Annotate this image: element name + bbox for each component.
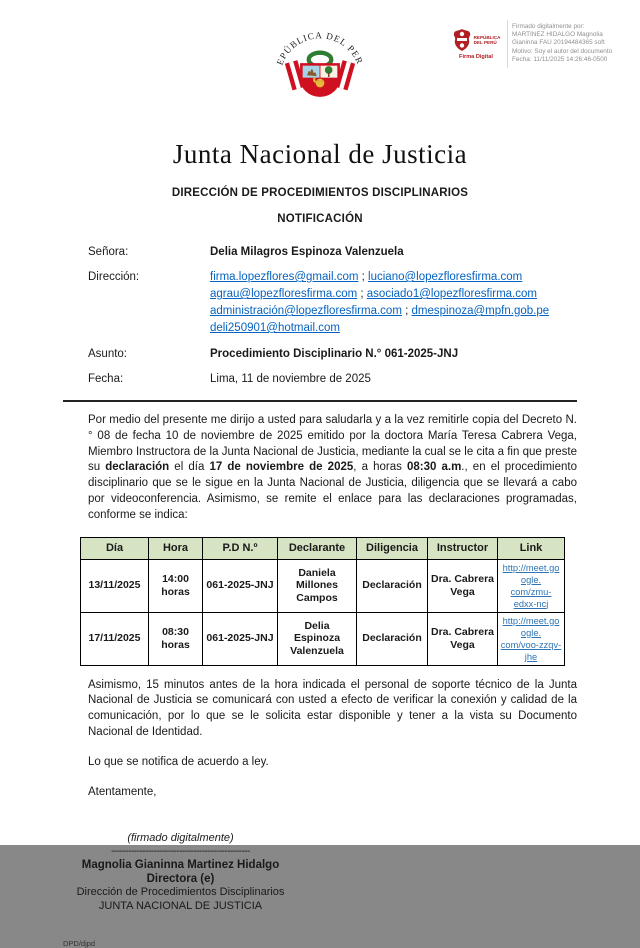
email-link[interactable]: deli250901@hotmail.com (210, 322, 340, 334)
stamp-text-block (507, 20, 635, 68)
peru-coat-of-arms-icon (268, 18, 372, 122)
direction-heading: DIRECCIÓN DE PROCEDIMIENTOS DISCIPLINARIOS (171, 187, 469, 199)
signer-role: Directora (e) (146, 872, 215, 885)
senora-label: Señora: (88, 246, 129, 258)
emphasis-text: 17 de noviembre de 2025 (209, 461, 354, 474)
emphasis-text: 08:30 a.m (406, 461, 462, 474)
email-link[interactable]: asociado1@lopezfloresfirma.com (366, 288, 537, 300)
digitally-signed-note: (firmado digitalmente) (127, 832, 234, 845)
column-header: Declarante (278, 537, 357, 559)
meeting-link[interactable] (500, 562, 562, 610)
body-paragraph-1 (88, 413, 577, 524)
table-cell: 14:00 horas (149, 559, 203, 612)
stamp-seal-block (445, 20, 507, 68)
stamp-line: Gianinna FAU 20194484365 soft (512, 39, 605, 47)
doc-type-heading: NOTIFICACIÓN (277, 213, 363, 225)
body-paragraph-3: Lo que se notifica de acuerdo a ley. (88, 755, 269, 768)
table-cell-link (498, 612, 565, 665)
fecha-value: Lima, 11 de noviembre de 2025 (210, 373, 371, 385)
email-link[interactable]: agrau@lopezfloresfirma.com (210, 288, 358, 300)
meeting-link-line: http://meet.google. (502, 615, 560, 638)
table-cell: 17/11/2025 (81, 612, 149, 665)
stamp-line: Motivo: Soy el autor del documento (512, 47, 613, 55)
meeting-link-line: com/zmu-edxx-ncj (510, 586, 552, 609)
email-link[interactable]: dmespinoza@mpfn.gob.pe (411, 305, 550, 317)
table-cell: Delia Espinoza Valenzuela (278, 612, 357, 665)
email-line (210, 303, 577, 320)
email-separator: ; (358, 271, 369, 283)
column-header: Día (81, 537, 149, 559)
horizontal-rule (63, 400, 577, 402)
emphasis-text: declaración (105, 461, 170, 474)
peru-seal-icon (452, 28, 472, 52)
fecha-label: Fecha: (88, 373, 124, 385)
table-cell: Dra. Cabrera Vega (428, 559, 498, 612)
column-header: Diligencia (357, 537, 428, 559)
email-separator: ; (357, 288, 367, 300)
table-cell: Declaración (357, 559, 428, 612)
column-header: P.D N.º (203, 537, 278, 559)
column-header: Link (498, 537, 565, 559)
fields-section (88, 244, 577, 387)
stamp-seal-text-line1: REPÚBLICA (473, 34, 501, 40)
body-text: , a horas (353, 461, 407, 474)
meeting-link-line: com/voo-zzqv-jhe (500, 639, 562, 662)
field-direccion (88, 269, 577, 337)
body-text: Por medio del presente me dirijo a usted para saludarla y a la vez remitirle copia del Decreto N.° 08 de fecha 10 de noviembre de 2025 emitido por la doctora María Teresa Cabrera Vega, Miembro Instructora de la Junta Nacional de Justicia, mediante la cual se le cita a fin que preste su (88, 414, 577, 474)
field-asunto (88, 346, 577, 362)
signer-org: JUNTA NACIONAL DE JUSTICIA (98, 899, 263, 912)
shield-icon (300, 63, 340, 97)
stamp-line: Fecha: 11/11/2025 14:26:46-0500 (512, 55, 608, 63)
signature-divider: ------------------------------------------------- (111, 846, 250, 858)
column-header: Hora (149, 537, 203, 559)
body-text: ., en el procedimiento disciplinario que se le sigue en la Junta Nacional de Justicia, diligencia que se llevará a cabo por videoconferencia. Asimismo, se remite el enlace para las declaraciones programadas, conforme se indica: (88, 461, 577, 521)
direccion-label: Dirección: (88, 271, 140, 283)
org-title: Junta Nacional de Justicia (172, 139, 468, 169)
signer-name: Magnolia Gianinna Martinez Hidalgo (81, 859, 280, 872)
email-line (210, 286, 577, 303)
coat-arc-text: EPÚBLICA DEL PER (274, 30, 366, 67)
table-cell: 13/11/2025 (81, 559, 149, 612)
schedule-table (80, 537, 565, 666)
closing-text: Atentamente, (88, 785, 157, 798)
table-cell-link (498, 559, 565, 612)
email-list (210, 269, 577, 337)
table-cell: Declaración (357, 612, 428, 665)
email-link[interactable]: firma.lopezflores@gmail.com (210, 271, 359, 283)
asunto-label: Asunto: (88, 348, 127, 360)
email-separator: ; (401, 305, 412, 317)
schedule-table-header-row (81, 537, 565, 559)
stamp-seal-text-line2: DEL PERÚ (473, 40, 497, 45)
stamp-caption: Firma Digital (459, 54, 493, 60)
digital-signature-stamp (445, 20, 635, 68)
email-line (210, 320, 577, 337)
email-line (210, 269, 577, 286)
table-row (81, 612, 565, 665)
signer-office: Dirección de Procedimientos Disciplinarios (76, 886, 285, 899)
meeting-link[interactable] (500, 615, 562, 663)
field-fecha (88, 371, 577, 387)
typist-initials: DPD/djpd (63, 939, 96, 948)
table-cell: 061-2025-JNJ (203, 612, 278, 665)
stamp-line: Firmado digitalmente por: (512, 23, 585, 30)
table-cell: 061-2025-JNJ (203, 559, 278, 612)
table-cell: 08:30 horas (149, 612, 203, 665)
email-link[interactable]: luciano@lopezfloresfirma.com (368, 271, 523, 283)
column-header: Instructor (428, 537, 498, 559)
body-text: el día (169, 461, 210, 474)
stamp-line: MARTINEZ HIDALGO Magnolia (512, 31, 603, 39)
peru-coat-of-arms (268, 18, 372, 127)
meeting-link-line: http://meet.google. (502, 562, 560, 585)
senora-value: Delia Milagros Espinoza Valenzuela (210, 246, 404, 258)
body-paragraph-2: Asimismo, 15 minutos antes de la hora indicada el personal de soporte técnico de la Junta Nacional de Justicia se comunicará con usted a efecto de verificar la conexión y calidad de la comunicación, por lo que se le solicita estar disponible y tener a la vista su Documento Nacional de Identidad. (88, 678, 577, 738)
svg-text:REPÚBLICA DEL PERÚ (268, 18, 365, 67)
asunto-value: Procedimiento Disciplinario N.° 061-2025-JNJ (210, 348, 459, 360)
field-senora (88, 244, 577, 260)
email-link[interactable]: administración@lopezfloresfirma.com (210, 305, 402, 317)
table-cell: Daniela Millones Campos (278, 559, 357, 612)
table-row (81, 559, 565, 612)
signature-block (63, 832, 298, 913)
schedule-table-body (81, 559, 565, 665)
table-cell: Dra. Cabrera Vega (428, 612, 498, 665)
